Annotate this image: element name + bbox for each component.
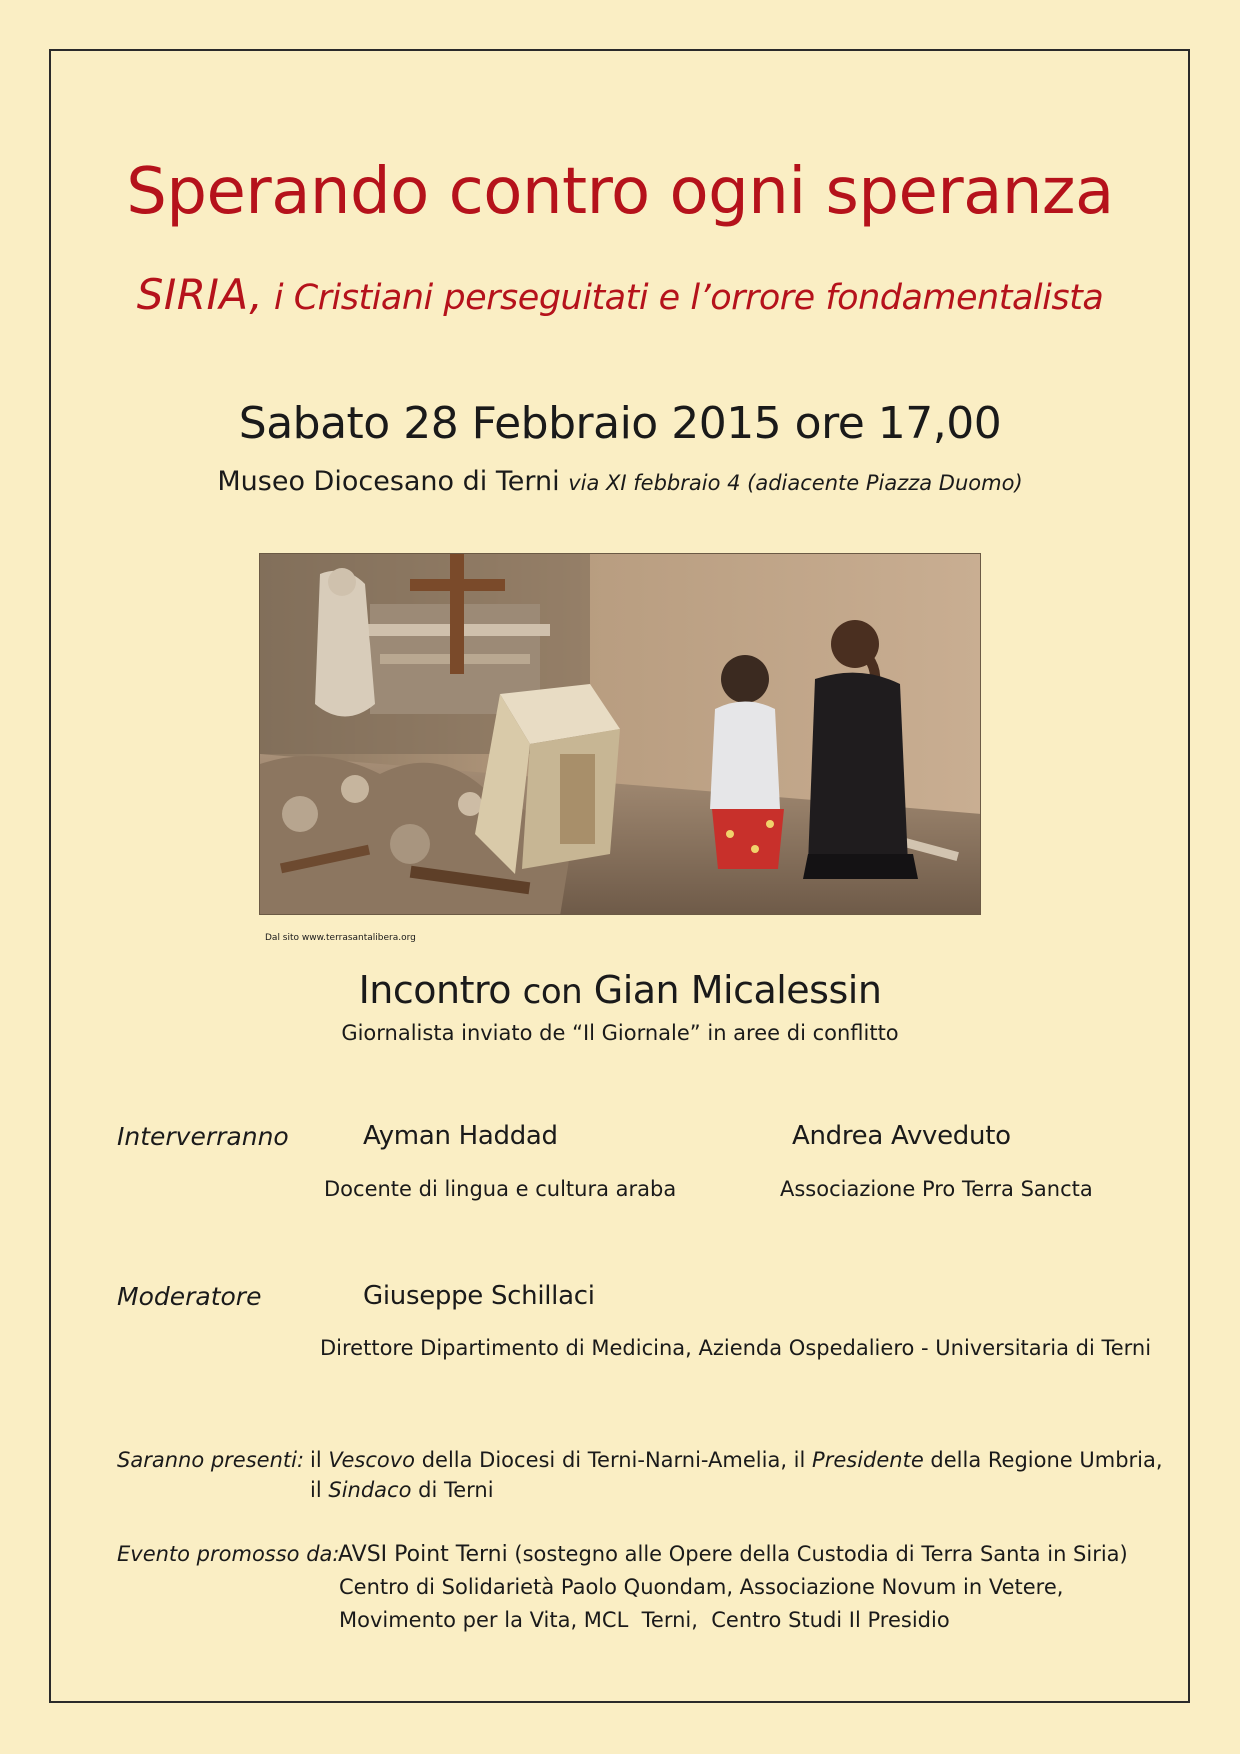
main-guest-name: Gian Micalessin (593, 968, 882, 1012)
presenti-presidente: Presidente (812, 1448, 924, 1472)
presenti-text: il (310, 1478, 329, 1502)
event-subtitle (0, 270, 1240, 319)
subtitle-siria: SIRIA, (136, 270, 264, 319)
promosso-label (117, 1538, 339, 1571)
moderator-role: Direttore Dipartimento di Medicina, Azienda Ospedaliero - Universitaria di Terni (320, 1336, 1152, 1360)
incontro-heading (0, 968, 1240, 1012)
presenti-text: di Terni (411, 1478, 494, 1502)
subtitle-rest: i Cristiani perseguitati e l’orrore fondamentalista (273, 278, 1104, 318)
speaker-1-role: Docente di lingua e cultura araba (324, 1177, 677, 1201)
presenti-line-2 (310, 1474, 494, 1507)
photo-credit: Dal sito www.terrasantalibera.org (265, 933, 416, 943)
event-photo (259, 553, 981, 915)
speaker-1-name: Ayman Haddad (363, 1121, 558, 1151)
promosso-line-3: Movimento per la Vita, MCL Terni, Centro Studi Il Presidio (339, 1608, 950, 1632)
interverranno-label: Interverranno (117, 1122, 289, 1151)
presenti-sindaco: Sindaco (328, 1478, 412, 1502)
presenti-label-text: Saranno presenti: (117, 1448, 305, 1472)
presenti-text: della Regione Umbria, (923, 1448, 1163, 1472)
event-title: Sperando contro ogni speranza (126, 155, 1114, 229)
presenti-label (117, 1444, 304, 1477)
promosso-line-1 (338, 1538, 1128, 1571)
speaker-2-name: Andrea Avveduto (792, 1121, 1011, 1151)
event-venue (0, 466, 1240, 497)
incontro-con: con (522, 972, 583, 1012)
promosso-line-2: Centro di Solidarietà Paolo Quondam, Associazione Novum in Vetere, (339, 1575, 1064, 1599)
promoter-org: AVSI Point Terni (338, 1542, 508, 1567)
promosso-label-text: Evento promosso da: (117, 1542, 340, 1566)
moderator-name: Giuseppe Schillaci (363, 1281, 595, 1311)
main-guest-role: Giornalista inviato de “Il Giornale” in aree di conflitto (341, 1021, 899, 1045)
presenti-vescovo: Vescovo (328, 1448, 416, 1472)
venue-address: via XI febbraio 4 (adiacente Piazza Duomo) (568, 471, 1023, 495)
presenti-text: della Diocesi di Terni-Narni-Amelia, il (415, 1448, 813, 1472)
speaker-2-role: Associazione Pro Terra Sancta (780, 1177, 1093, 1201)
presenti-text: il (310, 1448, 329, 1472)
promoter-org-desc: (sostegno alle Opere della Custodia di Terra Santa in Siria) (507, 1542, 1128, 1566)
moderatore-label: Moderatore (117, 1282, 262, 1311)
venue-name: Museo Diocesano di Terni (217, 466, 560, 497)
event-date: Sabato 28 Febbraio 2015 ore 17,00 (238, 398, 1002, 449)
presenti-line-1 (310, 1444, 1163, 1477)
photo-illustration (260, 554, 981, 915)
incontro-word: Incontro (358, 968, 512, 1012)
